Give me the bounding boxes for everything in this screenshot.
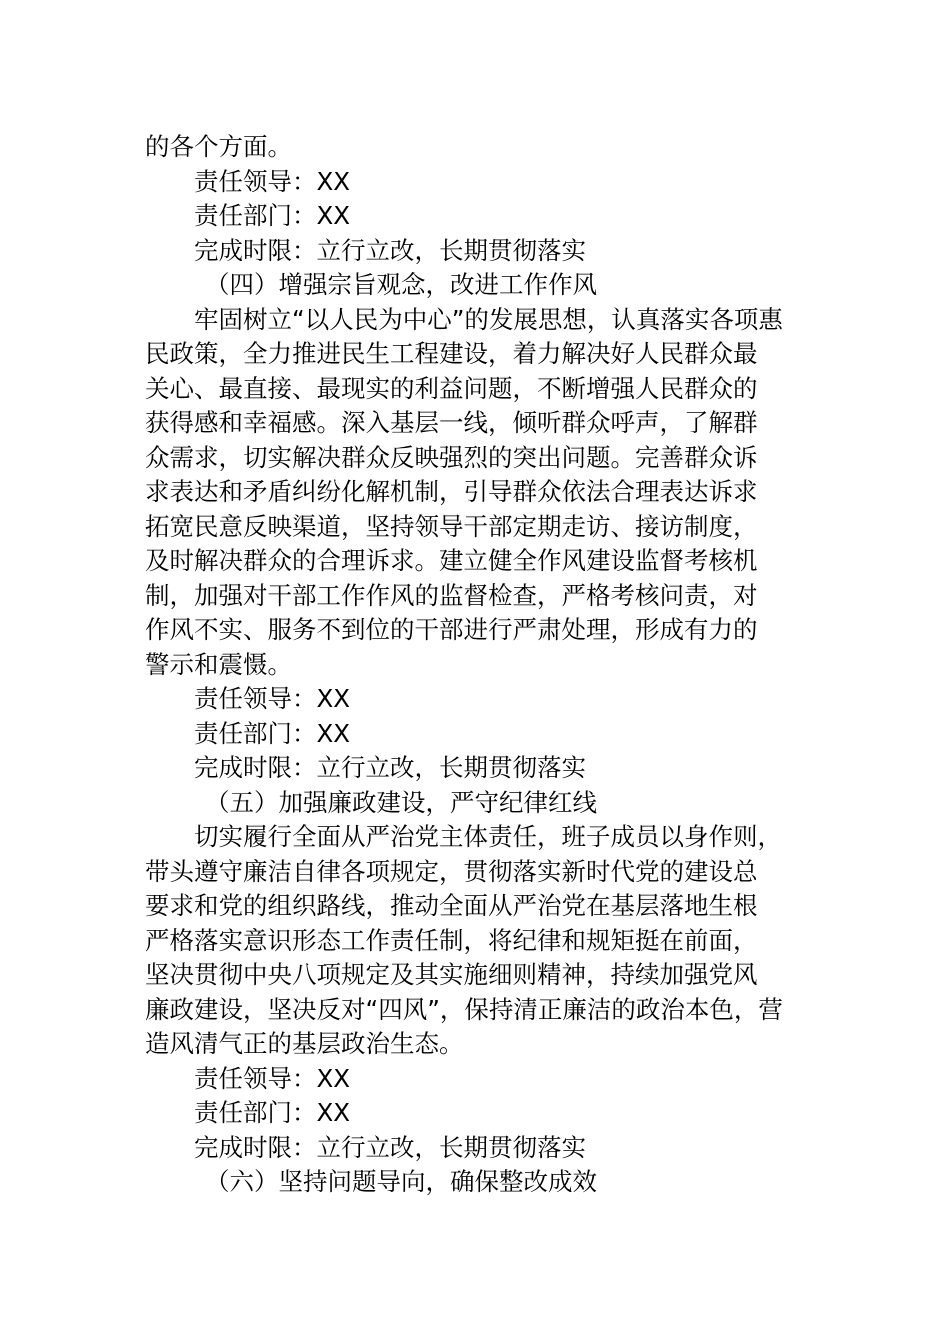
body-line: 制，加强对干部工作作风的监督检查，严格考核问责，对 bbox=[145, 580, 758, 610]
document-page bbox=[145, 130, 809, 1200]
body-line: 作风不实、服务不到位的干部进行严肃处理，形成有力的 bbox=[145, 615, 758, 644]
section-heading: （六）坚持问题导向，确保整改成效 bbox=[205, 1167, 597, 1196]
body-line: 廉政建设，坚决反对“四风”，保持清正廉洁的政治本色，营 bbox=[145, 994, 783, 1024]
deadline-line: 完成时限：立行立改，长期贯彻落实 bbox=[194, 1132, 586, 1162]
body-line: 坚决贯彻中央八项规定及其实施细则精神，持续加强党风 bbox=[145, 960, 758, 989]
responsible-department-line: 责任部门：XX bbox=[194, 201, 351, 230]
paragraph-first-line: 牢固树立“以人民为中心”的发展思想，认真落实各项惠 bbox=[194, 304, 783, 334]
section-heading: （五）加强廉政建设，严守纪律红线 bbox=[205, 787, 597, 817]
deadline-line: 完成时限：立行立改，长期贯彻落实 bbox=[194, 235, 586, 265]
section-heading: （四）增强宗旨观念，改进工作作风 bbox=[205, 270, 597, 299]
responsible-leader-line: 责任领导：XX bbox=[194, 166, 351, 196]
body-line: 及时解决群众的合理诉求。建立健全作风建设监督考核机 bbox=[145, 546, 758, 575]
paragraph-first-line: 切实履行全面从严治党主体责任，班子成员以身作则， bbox=[194, 822, 782, 851]
deadline-line: 完成时限：立行立改，长期贯彻落实 bbox=[194, 753, 586, 782]
responsible-leader-line: 责任领导：XX bbox=[194, 1063, 351, 1093]
body-line: 拓宽民意反映渠道，坚持领导干部定期走访、接访制度， bbox=[145, 511, 758, 541]
body-line: 要求和党的组织路线，推动全面从严治党在基层落地生根 bbox=[145, 891, 758, 920]
body-line: 求表达和矛盾纠纷化解机制，引导群众依法合理表达诉求 bbox=[145, 477, 758, 506]
body-line: 的各个方面。 bbox=[145, 132, 292, 161]
body-line: 众需求，切实解决群众反映强烈的突出问题。完善群众诉 bbox=[145, 442, 758, 472]
responsible-department-line: 责任部门：XX bbox=[194, 718, 351, 748]
body-line: 获得感和幸福感。深入基层一线，倾听群众呼声，了解群 bbox=[145, 408, 758, 437]
responsible-department-line: 责任部门：XX bbox=[194, 1098, 351, 1127]
body-line: 警示和震慑。 bbox=[145, 649, 292, 679]
body-line: 关心、最直接、最现实的利益问题，不断增强人民群众的 bbox=[145, 373, 758, 403]
body-line: 严格落实意识形态工作责任制，将纪律和规矩挺在前面， bbox=[145, 925, 758, 955]
body-line: 民政策，全力推进民生工程建设，着力解决好人民群众最 bbox=[145, 339, 758, 368]
body-line: 带头遵守廉洁自律各项规定，贯彻落实新时代党的建设总 bbox=[145, 856, 758, 886]
responsible-leader-line: 责任领导：XX bbox=[194, 684, 351, 713]
body-line: 造风清气正的基层政治生态。 bbox=[145, 1029, 464, 1058]
